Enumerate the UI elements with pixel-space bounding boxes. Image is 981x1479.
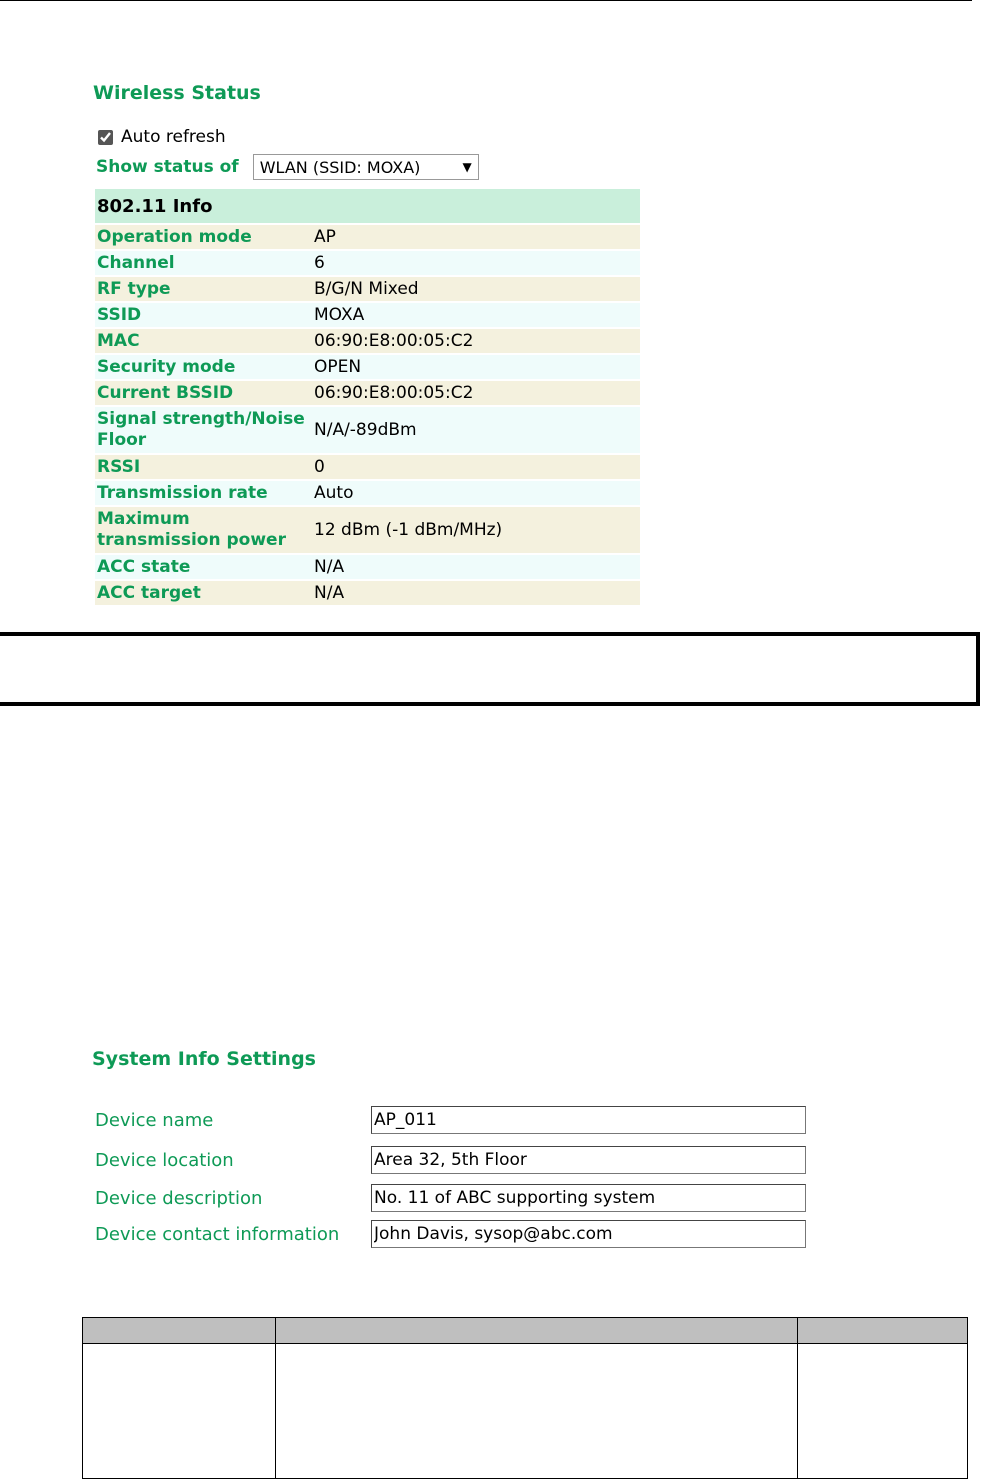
info-key: Channel <box>95 251 312 275</box>
dropdown-arrow-icon: ▼ <box>462 160 472 174</box>
parameter-table-header-row <box>83 1318 968 1344</box>
info-table-header: 802.11 Info <box>95 189 640 223</box>
info-value: 6 <box>312 251 640 275</box>
info-key: SSID <box>95 303 312 327</box>
info-value: 12 dBm (-1 dBm/MHz) <box>312 507 640 553</box>
device-location-label: Device location <box>95 1149 234 1171</box>
device-location-row <box>95 1146 806 1174</box>
parameter-table <box>82 1317 968 1479</box>
info-value: N/A <box>312 555 640 579</box>
show-status-selected-value: WLAN (SSID: MOXA) <box>259 157 421 177</box>
info-value: OPEN <box>312 355 640 379</box>
info-row-rf-type <box>95 277 640 301</box>
info-row-max-transmission-power <box>95 507 640 553</box>
info-key: ACC state <box>95 555 312 579</box>
show-status-select[interactable] <box>253 154 479 180</box>
header-cell <box>83 1318 276 1344</box>
info-key: RF type <box>95 277 312 301</box>
device-contact-row <box>95 1220 806 1248</box>
header-cell <box>798 1318 968 1344</box>
info-key: Signal strength/Noise Floor <box>95 407 312 453</box>
info-value: MOXA <box>312 303 640 327</box>
device-name-row <box>95 1106 806 1134</box>
info-row-transmission-rate <box>95 481 640 505</box>
info-row-channel <box>95 251 640 275</box>
device-name-input[interactable] <box>371 1106 806 1134</box>
device-description-input[interactable] <box>371 1184 806 1212</box>
info-key: MAC <box>95 329 312 353</box>
system-info-title: System Info Settings <box>92 1048 316 1070</box>
info-row-signal-strength <box>95 407 640 453</box>
info-key: Operation mode <box>95 225 312 249</box>
device-location-input[interactable] <box>371 1146 806 1174</box>
info-key: Transmission rate <box>95 481 312 505</box>
info-value: 0 <box>312 455 640 479</box>
device-description-row <box>95 1184 806 1212</box>
info-key: Maximum transmission power <box>95 507 312 553</box>
wireless-info-table <box>95 187 640 607</box>
info-value: 06:90:E8:00:05:C2 <box>312 381 640 405</box>
info-row-security-mode <box>95 355 640 379</box>
header-cell <box>276 1318 798 1344</box>
wireless-status-title: Wireless Status <box>93 82 261 104</box>
info-key: RSSI <box>95 455 312 479</box>
device-contact-label: Device contact information <box>95 1223 340 1245</box>
info-row-operation-mode <box>95 225 640 249</box>
info-row-acc-target <box>95 581 640 605</box>
info-value: N/A/-89dBm <box>312 407 640 453</box>
info-value: B/G/N Mixed <box>312 277 640 301</box>
info-value: N/A <box>312 581 640 605</box>
table-cell <box>276 1344 798 1479</box>
auto-refresh-toggle[interactable] <box>98 125 226 149</box>
device-contact-input[interactable] <box>371 1220 806 1248</box>
info-table-header-row <box>95 189 640 223</box>
parameter-table-row <box>83 1344 968 1479</box>
device-description-label: Device description <box>95 1187 263 1209</box>
info-key: ACC target <box>95 581 312 605</box>
info-row-mac <box>95 329 640 353</box>
page-top-rule <box>0 0 972 1</box>
info-key: Current BSSID <box>95 381 312 405</box>
info-key: Security mode <box>95 355 312 379</box>
auto-refresh-checkbox[interactable] <box>98 130 113 145</box>
device-name-label: Device name <box>95 1109 214 1131</box>
info-value: Auto <box>312 481 640 505</box>
bordered-box <box>0 632 980 706</box>
info-value: AP <box>312 225 640 249</box>
info-row-current-bssid <box>95 381 640 405</box>
auto-refresh-label: Auto refresh <box>121 127 226 147</box>
info-value: 06:90:E8:00:05:C2 <box>312 329 640 353</box>
table-cell <box>83 1344 276 1479</box>
info-row-acc-state <box>95 555 640 579</box>
info-row-rssi <box>95 455 640 479</box>
show-status-row <box>96 154 479 180</box>
table-cell <box>798 1344 968 1479</box>
show-status-label: Show status of <box>96 157 239 177</box>
info-row-ssid <box>95 303 640 327</box>
